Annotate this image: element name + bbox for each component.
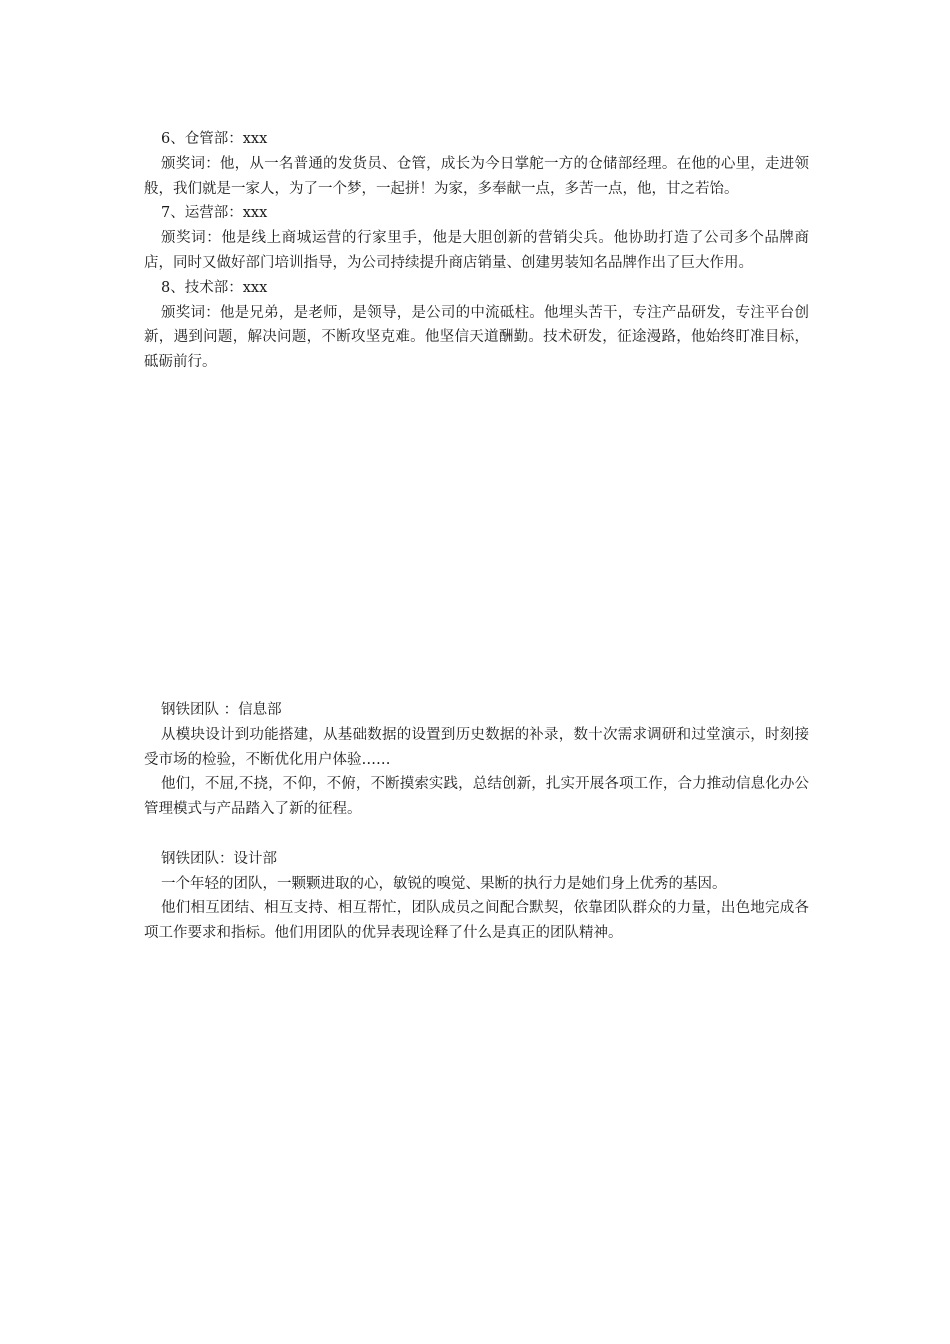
paragraph-gap (144, 822, 809, 847)
award-heading-warehouse: 6、仓管部：xxx (161, 131, 268, 147)
team-paragraph-info-1: 从模块设计到功能搭建，从基础数据的设置到历史数据的补录，数十次需求调研和过堂演示，时刻接受市场的检验，不断优化用户体验…… (144, 726, 809, 768)
award-citation-warehouse: 颁奖词：他，从一名普通的发货员、仓管，成长为今日掌舵一方的仓储部经理。在他的心里，走进领般，我们就是一家人，为了一个梦，一起拼！为家，多奉献一点，多苦一点，他，甘之若饴。 (144, 155, 809, 197)
team-paragraph-design-1: 一个年轻的团队，一颗颗进取的心，敏锐的嗅觉、果断的执行力是她们身上优秀的基因。 (161, 875, 727, 892)
team-section (144, 698, 809, 946)
team-paragraph-info-2: 他们，不屈,不挠，不仰，不俯，不断摸索实践，总结创新，扎实开展各项工作，合力推动信息化办公管理模式与产品踏入了新的征程。 (144, 776, 809, 818)
team-heading-design: 钢铁团队：设计部 (161, 850, 277, 867)
award-citation-technology: 颁奖词：他是兄弟，是老师，是领导，是公司的中流砥柱。他埋头苦干，专注产品研发，专注平台创新，遇到问题，解决问题，不断攻坚克难。他坚信天道酬勤。技术研发，征途漫路，他始终盯准目标，砥砺前行。 (144, 304, 809, 371)
team-paragraph-design-2: 他们相互团结、相互支持、相互帮忙，团队成员之间配合默契，依靠团队群众的力量，出色地完成各项工作要求和指标。他们用团队的优异表现诠释了什么是真正的团队精神。 (144, 900, 809, 942)
award-citation-operations: 颁奖词：他是线上商城运营的行家里手，他是大胆创新的营销尖兵。他协助打造了公司多个品牌商店，同时又做好部门培训指导，为公司持续提升商店销量、创建男装知名品牌作出了巨大作用。 (144, 230, 809, 271)
team-heading-info: 钢铁团队 ：信息部 (161, 702, 282, 718)
award-heading-technology: 8、技术部：xxx (161, 279, 268, 296)
award-heading-operations: 7、运营部：xxx (161, 205, 268, 222)
award-section (144, 127, 809, 375)
